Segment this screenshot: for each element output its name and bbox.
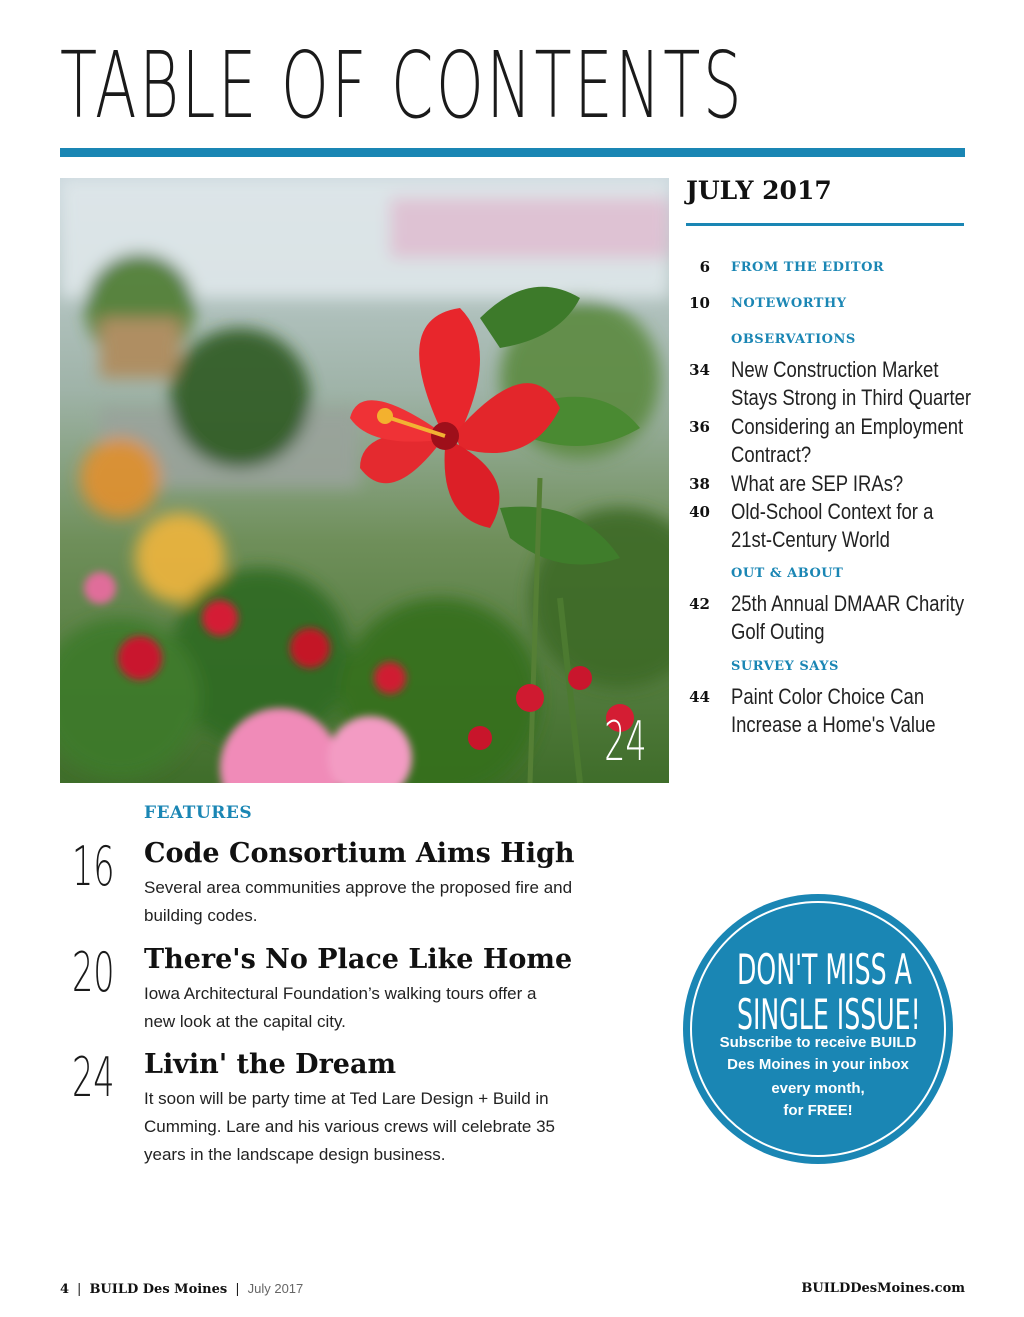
toc-page-number: 42 <box>689 595 710 613</box>
feature-item[interactable] <box>60 835 620 928</box>
toc-page-number: 10 <box>689 294 710 312</box>
feature-page-number: 20 <box>72 941 115 1004</box>
toc-item[interactable] <box>672 498 972 564</box>
toc-page-number: 44 <box>689 688 710 706</box>
toc-article-title: What are SEP IRAs? <box>731 471 904 496</box>
toc-section-heading: OBSERVATIONS <box>731 332 856 347</box>
toc-item[interactable] <box>672 683 972 740</box>
toc-section-heading: SURVEY SAYS <box>731 659 839 674</box>
footer-publication: BUILD Des Moines <box>89 1282 228 1297</box>
footer-date: July 2017 <box>247 1281 304 1296</box>
toc-list <box>672 258 972 740</box>
badge-headline-line2: SINGLE ISSUE! <box>737 990 921 1039</box>
page-footer <box>60 1281 965 1301</box>
toc-item[interactable] <box>672 294 972 330</box>
page-title: TABLE OF CONTENTS <box>60 32 745 139</box>
toc-article-title: 25th Annual DMAAR Charity Golf Outing <box>731 591 965 644</box>
toc-item[interactable] <box>672 590 972 657</box>
toc-item[interactable] <box>672 413 972 470</box>
toc-item[interactable] <box>672 356 972 413</box>
toc-article-title: Considering an Employment Contract? <box>731 414 964 467</box>
feature-description: It soon will be party time at Ted Lare Design + Build in Cumming. Lare and his various crews will celebrate 35 years in the landscape design business. <box>144 1089 556 1164</box>
footer-website-link[interactable]: BUILDDesMoines.com <box>801 1281 965 1296</box>
toc-page-number: 6 <box>699 258 710 276</box>
toc-item[interactable] <box>672 258 972 294</box>
features-heading: FEATURES <box>144 803 253 823</box>
footer-separator: | <box>235 1282 240 1297</box>
badge-text-line: every month, <box>771 1080 865 1097</box>
footer-separator: | <box>77 1282 82 1297</box>
title-divider <box>60 148 965 157</box>
badge-text-line: Des Moines in your inbox <box>727 1056 909 1073</box>
photo-page-number: 24 <box>604 710 647 773</box>
subscribe-badge[interactable] <box>683 894 953 1164</box>
feature-title: Code Consortium Aims High <box>144 838 575 869</box>
footer-page-number: 4 <box>60 1282 70 1297</box>
feature-description: Iowa Architectural Foundation’s walking tours offer a new look at the capital city. <box>144 984 537 1031</box>
feature-description: Several area communities approve the proposed fire and building codes. <box>144 878 573 925</box>
feature-item[interactable] <box>60 1046 620 1169</box>
feature-title: Livin' the Dream <box>144 1049 397 1080</box>
badge-text-line: for FREE! <box>783 1102 853 1119</box>
feature-page-number: 16 <box>72 835 115 898</box>
badge-text-line: Subscribe to receive BUILD <box>719 1034 917 1051</box>
toc-article-title: New Construction Market Stays Strong in Third Quarter <box>731 357 972 410</box>
toc-article-title: Old-School Context for a 21st-Century World <box>731 499 934 552</box>
toc-page-number: 36 <box>689 418 710 436</box>
toc-section-heading: FROM THE EDITOR <box>731 260 885 275</box>
toc-article-title: Paint Color Choice Can Increase a Home's Value <box>731 684 936 737</box>
toc-section <box>672 657 972 683</box>
toc-page-number: 38 <box>689 475 710 493</box>
feature-title: There's No Place Like Home <box>144 944 573 975</box>
feature-page-number: 24 <box>72 1046 115 1109</box>
toc-section <box>672 564 972 590</box>
issue-divider <box>686 223 964 226</box>
toc-page-number: 40 <box>689 503 710 521</box>
toc-section-heading: NOTEWORTHY <box>731 296 847 311</box>
issue-date: JULY 2017 <box>686 176 832 205</box>
toc-page-number: 34 <box>689 361 710 379</box>
toc-section-heading: OUT & ABOUT <box>731 566 844 581</box>
hibiscus-photo <box>60 178 669 783</box>
feature-item[interactable] <box>60 941 620 1034</box>
toc-item[interactable] <box>672 470 972 498</box>
toc-section <box>672 330 972 356</box>
badge-headline-line1: DON'T MISS A <box>737 945 912 994</box>
